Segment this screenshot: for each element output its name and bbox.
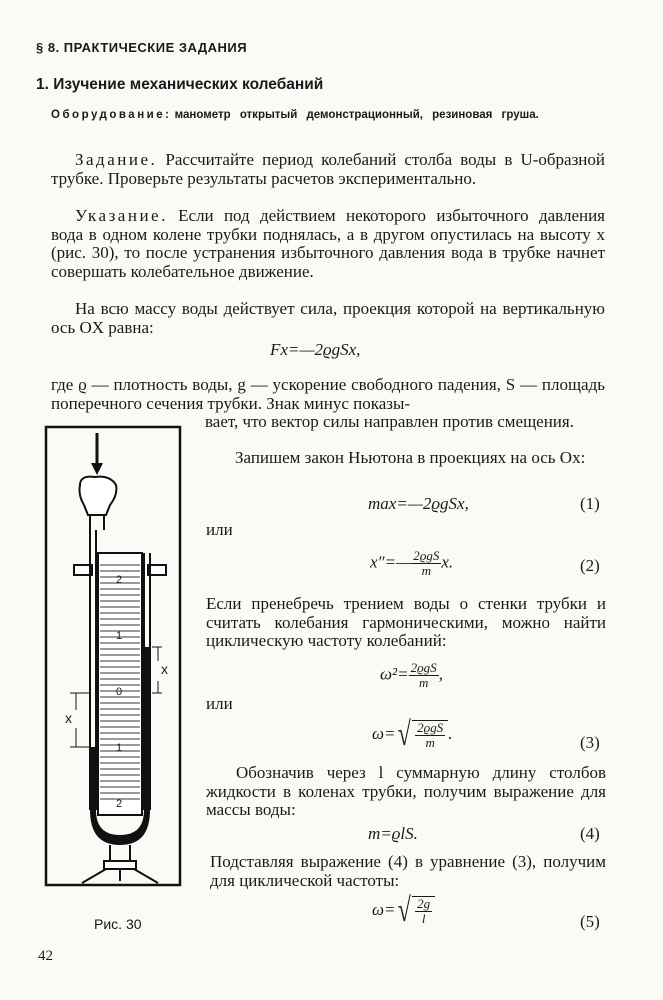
eq5-lhs: ω= (372, 899, 396, 919)
scale-label-left-2: 2 (116, 574, 123, 586)
equipment-label: Оборудование: (51, 109, 172, 121)
eq-omega-squared (380, 661, 443, 690)
eq4-number: (4) (580, 824, 600, 843)
eq2-fraction (411, 549, 441, 578)
eq5-numerator: 2g (417, 896, 431, 911)
equipment-paragraph (51, 106, 605, 125)
force-intro: На всю массу воды действует сила, проекция которой на вертикальную ось OX равна: (51, 299, 605, 337)
sqrt-sign-2: √ (398, 892, 412, 929)
eq3-fraction (415, 721, 445, 750)
eq2-number: (2) (580, 556, 600, 575)
or-1: или (206, 520, 233, 539)
eq4: m=ϱlS. (368, 824, 418, 843)
eq2-rhs: x. (441, 552, 454, 572)
eq1-number: (1) (580, 494, 600, 513)
eq-omega2-lhs: ω²= (380, 664, 409, 684)
formula-force: Fx=—2ϱgSx, (270, 340, 361, 359)
eq1: max=—2ϱgSx, (368, 494, 469, 513)
where-continuation: вает, что вектор силы направлен против смещения. (205, 412, 574, 431)
scale-label-left-1b: 1 (116, 742, 123, 754)
eq3-number: (3) (580, 733, 600, 752)
section-header: § 8. ПРАКТИЧЕСКИЕ ЗАДАНИЯ (36, 40, 248, 55)
eq-omega2-fraction (409, 661, 439, 690)
page-number: 42 (38, 948, 53, 964)
figure-30 (40, 425, 190, 905)
sqrt-sign: √ (398, 716, 412, 753)
task-label: Задание. (75, 150, 158, 169)
eq3-lhs: ω= (372, 723, 396, 743)
eq-omega2-denominator: m (418, 675, 429, 690)
eq2-lhs: x″=— (370, 552, 412, 572)
or-2: или (206, 694, 233, 713)
x-label-right: x (161, 661, 168, 677)
eq2-denominator: m (421, 563, 431, 578)
equipment-text: манометр открытый демонстрационный, резиновая груша. (174, 109, 539, 121)
eq3-rhs: . (448, 723, 453, 743)
eq5-fraction (415, 897, 432, 926)
eq-omega2-rhs: , (438, 664, 443, 684)
eq-omega2-numerator: 2ϱgS (410, 660, 437, 675)
scale-label-left-0: 0 (116, 686, 123, 698)
eq3-denominator: m (425, 735, 435, 750)
where-paragraph: где ϱ — плотность воды, g — ускорение свободного падения, S — площадь поперечного сечения трубки. Знак минус показы- (51, 375, 605, 413)
scale-label-left-1: 1 (116, 630, 123, 642)
eq2-numerator: 2ϱgS (413, 548, 440, 563)
substitute-paragraph: Подставляя выражение (4) в уравнение (3), получим для циклической частоты: (210, 852, 606, 890)
scale-label-left-2b: 2 (116, 798, 123, 810)
friction-paragraph: Если пренебречь трением воды о стенки трубки и считать колебания гармоническими, можно найти циклическую частоту колебаний: (206, 594, 606, 650)
hint-text: Если под действием некоторого избыточного давления вода в одном колене трубки поднялась, а в другом опустилась на высоту x (рис. 30), то после устранения избыточного давления вода в трубке начнет совершать колебательное движение. (51, 206, 606, 281)
newton-paragraph: Запишем закон Ньютона в проекциях на ось Ox: (235, 448, 586, 467)
task-paragraph (51, 151, 605, 188)
hint-label: Указание. (75, 206, 168, 225)
x-label-left: x (65, 710, 72, 726)
eq3-numerator: 2ϱgS (417, 720, 444, 735)
figure-caption: Рис. 30 (94, 916, 142, 932)
page-title: 1. Изучение механических колебаний (36, 76, 324, 93)
hint-paragraph (51, 207, 605, 281)
eq2 (370, 549, 453, 578)
eq5 (372, 892, 435, 929)
eq5-number: (5) (580, 912, 600, 931)
eq3 (372, 716, 453, 753)
eq5-denominator: l (421, 911, 426, 926)
denote-paragraph: Обозначив через l суммарную длину столбов жидкости в коленах трубки, получим выражение для массы воды: (206, 763, 606, 819)
task-text: Рассчитайте период колебаний столба воды в U-образной трубке. Проверьте результаты расчетов экспериментально. (51, 150, 605, 188)
